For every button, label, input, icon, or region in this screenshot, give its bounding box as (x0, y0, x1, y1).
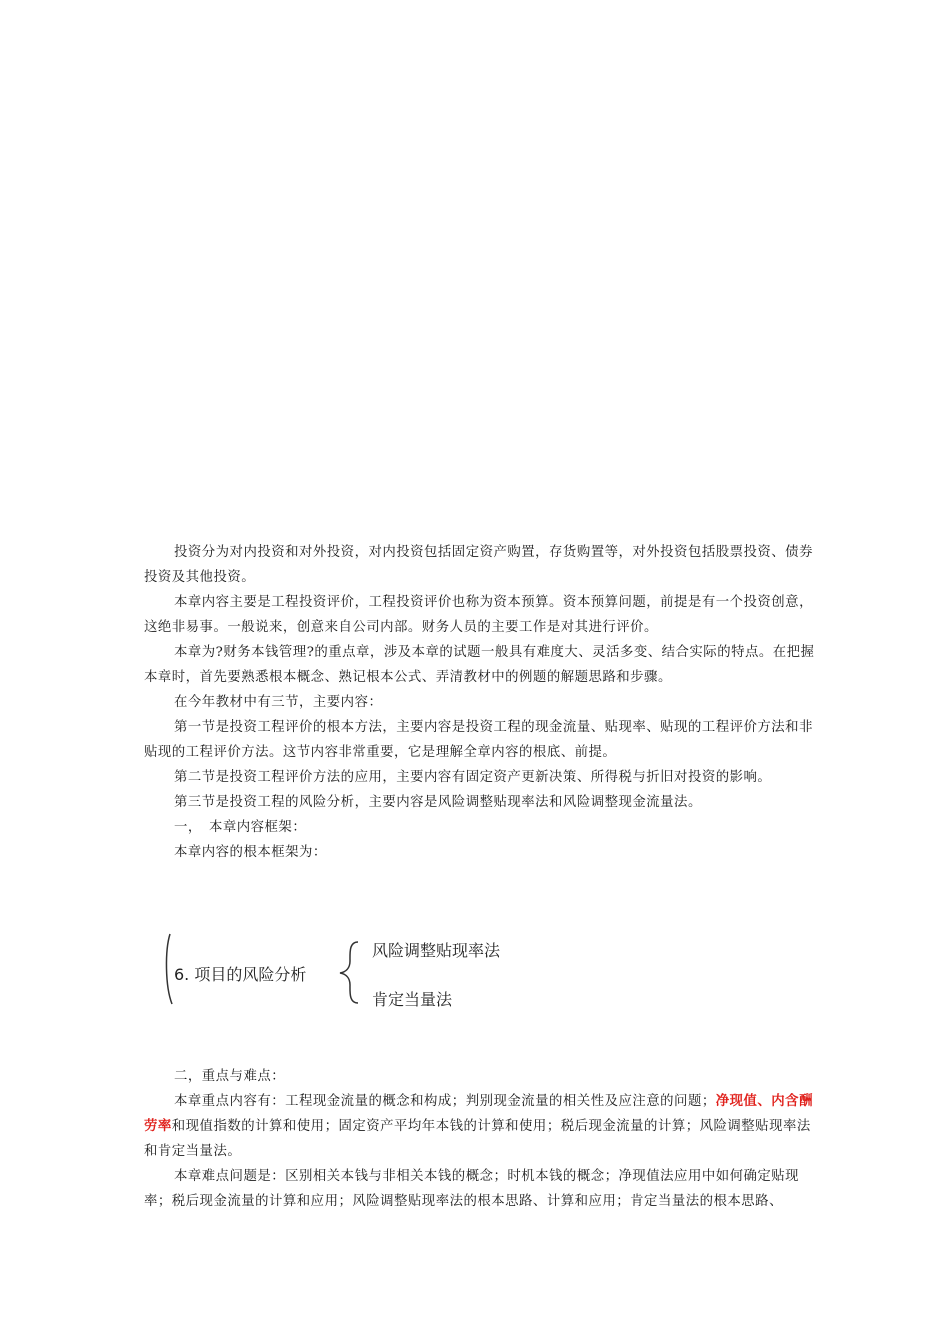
paragraph-three-sections: 在今年教材中有三节，主要内容： (174, 695, 383, 710)
paragraph-difficult-points: 本章难点问题是：区别相关本钱与非相关本钱的概念；时机本钱的概念；净现值法应用中如何确定贴现率；税后现金流量的计算和应用；风险调整贴现率法的根本思路、计算和应用；肯定当量法的根本思路、 (144, 1169, 800, 1209)
heading-framework: 一， 本章内容框架： (174, 820, 307, 835)
paragraph-chapter-content: 本章内容主要是工程投资评价，工程投资评价也称为资本预算。资本预算问题，前提是有一个投资创意，这绝非易事。一般说来，创意来自公司内部。财务人员的主要工作是对其进行评价。 (144, 595, 813, 635)
framework-diagram (160, 928, 520, 1010)
paragraph-chapter-importance: 本章为?财务本钱管理?的重点章，涉及本章的试题一般具有难度大、灵活多变、结合实际的特点。在把握本章时，首先要熟悉根本概念、熟记根本公式、弄清教材中的例题的解题思路和步骤。 (144, 645, 815, 685)
diagram-item-risk-analysis: 6. 项目的风险分析 (174, 965, 307, 984)
paragraph-section-one: 第一节是投资工程评价的根本方法，主要内容是投资工程的现金流量、贴现率、贴现的工程评价方法和非贴现的工程评价方法。这节内容非常重要，它是理解全章内容的根底、前提。 (144, 720, 813, 760)
branch-brace (340, 942, 358, 1003)
key-points-suffix: 和现值指数的计算和使用；固定资产平均年本钱的计算和使用；税后现金流量的计算；风险调整贴现率法和肯定当量法。 (144, 1119, 811, 1159)
diagram-branch-certainty-equivalent: 肯定当量法 (372, 990, 453, 1009)
outer-bracket (166, 934, 172, 1004)
key-points-highlight: 净现值、内含酬劳率 (144, 1093, 813, 1134)
paragraph-section-two: 第二节是投资工程评价方法的应用，主要内容有固定资产更新决策、所得税与折旧对投资的影响。 (174, 770, 772, 785)
heading-key-difficult: 二，重点与难点： (174, 1069, 286, 1084)
paragraph-section-three: 第三节是投资工程的风险分析，主要内容是风险调整贴现率法和风险调整现金流量法。 (174, 795, 702, 810)
paragraph-key-points (144, 1089, 816, 1164)
diagram-branch-risk-adjusted-discount: 风险调整贴现率法 (372, 941, 501, 960)
key-points-prefix: 本章重点内容有：工程现金流量的概念和构成；判别现金流量的相关性及应注意的问题； (174, 1094, 716, 1109)
paragraph-framework-intro: 本章内容的根本框架为： (174, 845, 327, 860)
paragraph-investment-types: 投资分为对内投资和对外投资，对内投资包括固定资产购置，存货购置等，对外投资包括股票投资、债券投资及其他投资。 (144, 545, 813, 585)
